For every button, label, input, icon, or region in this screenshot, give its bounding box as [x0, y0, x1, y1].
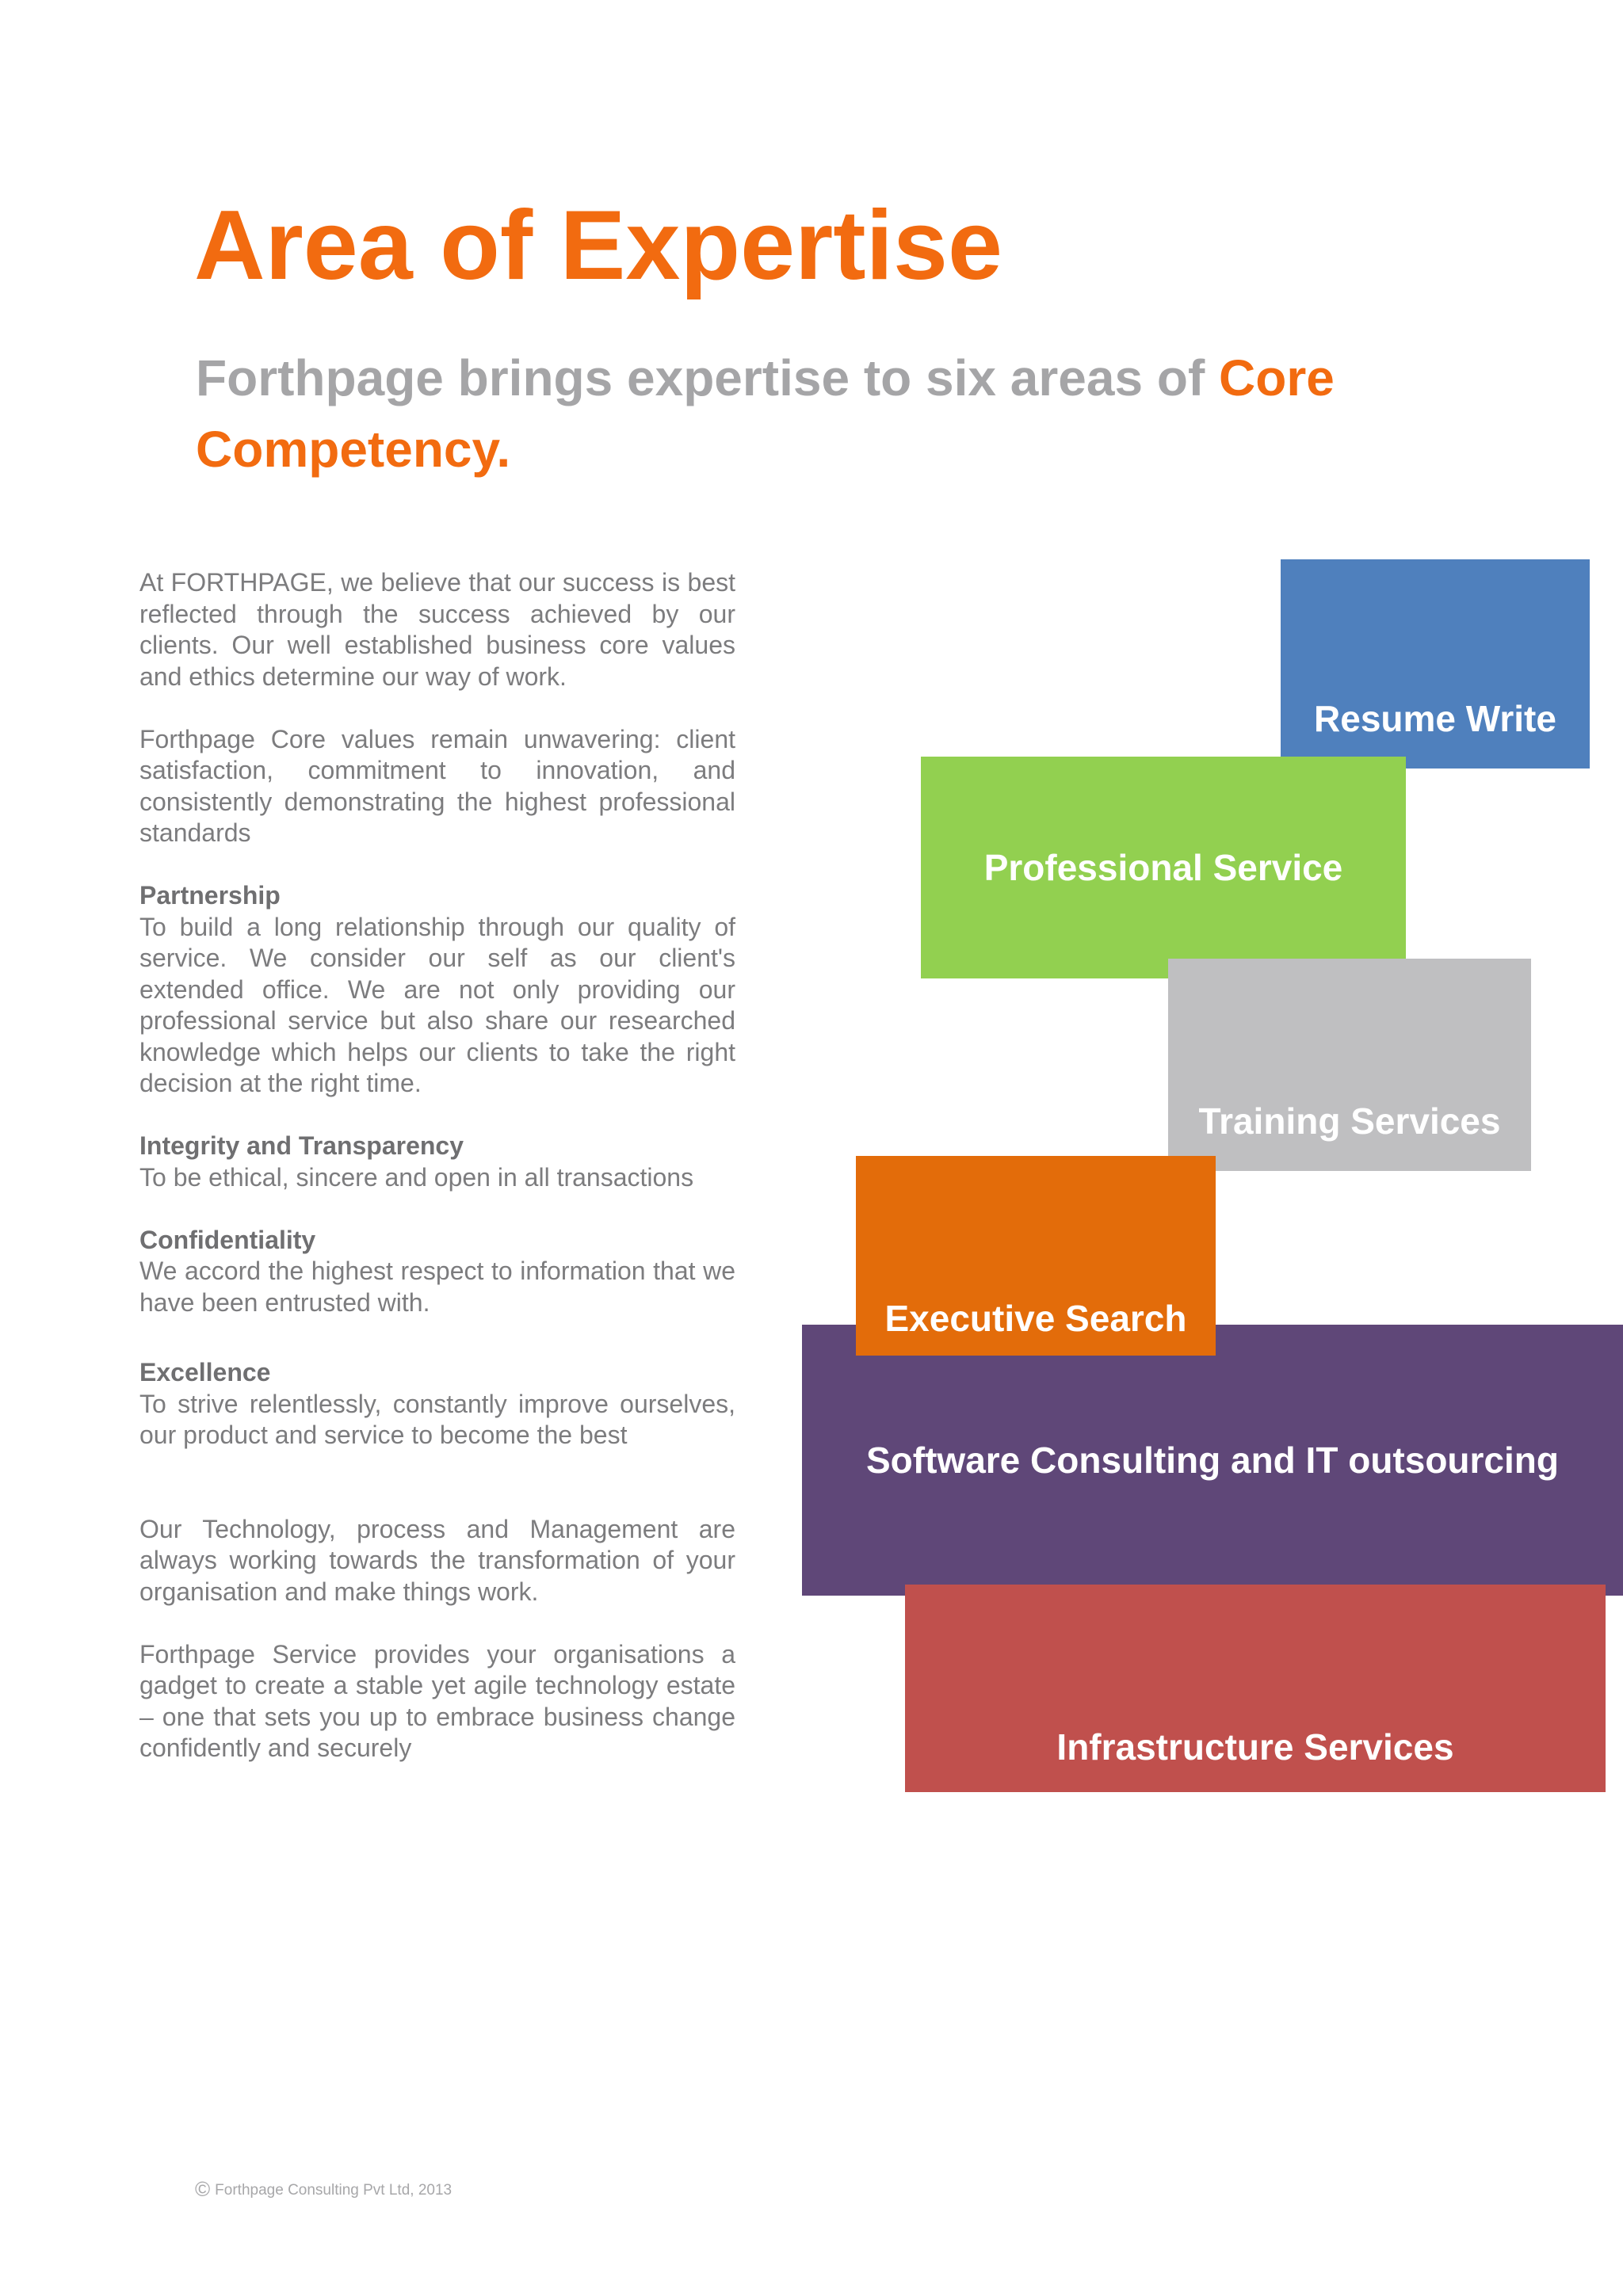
footer-copyright: [195, 2177, 452, 2202]
value-text: To be ethical, sincere and open in all transactions: [139, 1162, 694, 1192]
service-box-training-services: [1168, 959, 1531, 1171]
copyright-icon: ©: [195, 2177, 211, 2201]
service-box-professional-service: [921, 757, 1406, 978]
value-heading: Confidentiality: [139, 1225, 316, 1254]
value-text: To build a long relationship through our quality of service. We consider our self as our client's extended office. We are not only providing our professional service but also share our researched knowledge which helps our clients to take the right decision at the right time.: [139, 912, 735, 1097]
value-text: We accord the highest respect to information that we have been entrusted with.: [139, 1257, 735, 1317]
page-subtitle: [196, 342, 1495, 485]
value-heading: Partnership: [139, 881, 281, 910]
service-label: Resume Write: [1314, 698, 1556, 739]
intro-paragraph-2: Forthpage Core values remain unwavering: client satisfaction, commitment to innovation, and consistently demonstrating the highest professional standards: [139, 724, 735, 847]
service-box-infrastructure-services: [905, 1585, 1606, 1792]
value-heading: Excellence: [139, 1358, 271, 1386]
value-text: To strive relentlessly, constantly improve ourselves, our product and service to become the best: [139, 1389, 735, 1449]
service-label: Infrastructure Services: [1056, 1726, 1454, 1768]
service-label: Training Services: [1198, 1100, 1501, 1142]
subtitle-accent: Core Competency.: [196, 349, 1335, 478]
page-title: Area of Expertise: [194, 191, 1002, 300]
value-excellence: [139, 1357, 735, 1451]
value-confidentiality: [139, 1225, 735, 1319]
closing-paragraph-1: Our Technology, process and Management are always working towards the transformation of your organisation and make things work.: [139, 1514, 735, 1606]
service-box-executive-search: [856, 1156, 1216, 1356]
service-box-software-consulting: [802, 1325, 1623, 1596]
service-box-resume-write: [1281, 559, 1590, 769]
service-label: Executive Search: [884, 1298, 1187, 1339]
value-heading: Integrity and Transparency: [139, 1131, 464, 1160]
closing-paragraph-2: Forthpage Service provides your organisations a gadget to create a stable yet agile technology estate – one that sets you up to embrace business change confidently and securely: [139, 1639, 735, 1762]
value-integrity: [139, 1131, 735, 1193]
footer-text: Forthpage Consulting Pvt Ltd, 2013: [215, 2182, 453, 2199]
value-partnership: [139, 880, 735, 1100]
body-text: [139, 567, 735, 1795]
service-label: Professional Service: [983, 847, 1343, 888]
service-label: Software Consulting and IT outsourcing: [866, 1440, 1559, 1481]
subtitle-lead: Forthpage brings expertise to six areas of: [196, 349, 1220, 406]
intro-paragraph-1: At FORTHPAGE, we believe that our success is best reflected through the success achieved by our clients. Our well established business core values and ethics determine our way of work.: [139, 568, 735, 691]
